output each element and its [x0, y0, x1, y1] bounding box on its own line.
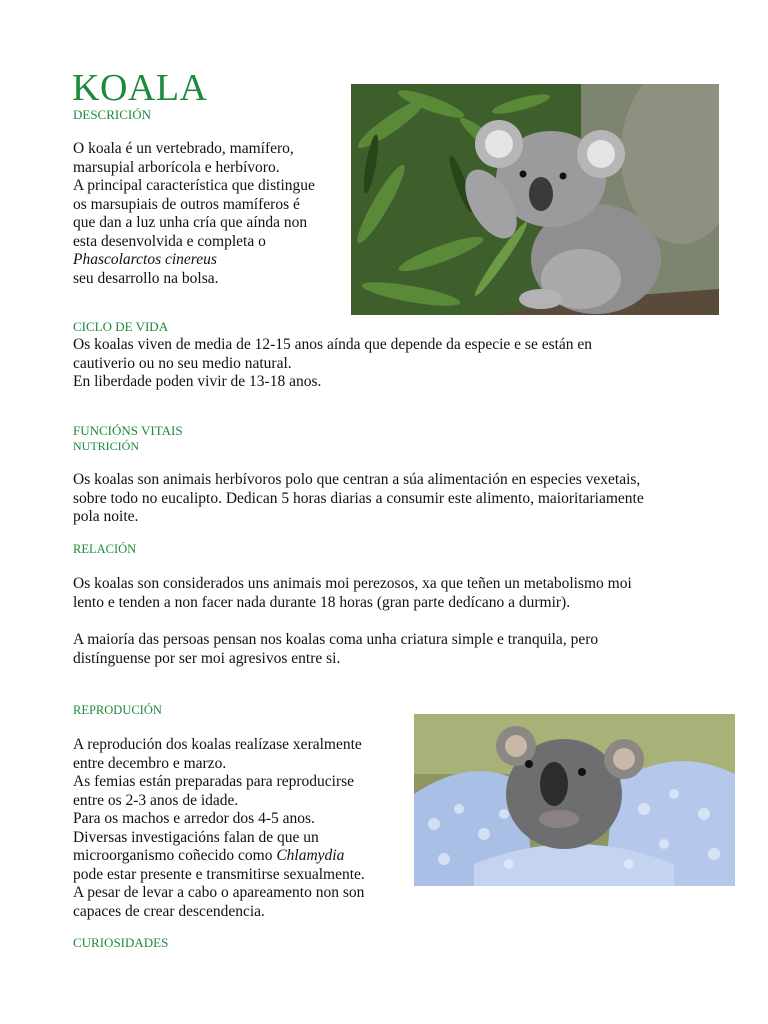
- section-heading-ciclo: CICLO DE VIDA: [73, 319, 169, 334]
- text-line: capaces de crear descendencia.: [73, 902, 265, 920]
- section-heading-funcions: FUNCIÓNS VITAIS: [73, 423, 183, 438]
- text-line: que dan a luz unha cría que aínda non: [73, 214, 308, 231]
- text-line: microorganismo coñecido como Chlamydia: [73, 847, 345, 864]
- subsection-heading-relacion: RELACIÓN: [73, 542, 137, 556]
- descricion-paragraph: [73, 140, 315, 288]
- text-line: lento e tenden a non facer nada durante 18 horas (gran parte dedícano a durmir).: [73, 593, 571, 611]
- text-line: entre decembro e marzo.: [73, 754, 227, 772]
- ciclo-paragraph: [73, 336, 592, 392]
- text-line: A maioría das persoas pensan nos koalas coma unha criatura simple e tranquila, pero: [73, 631, 599, 648]
- nutricion-paragraph: [73, 471, 644, 527]
- text-line: A reprodución dos koalas realízase xeralmente: [73, 736, 362, 753]
- text-line: pola noite.: [73, 508, 139, 525]
- text-line: En liberdade poden vivir de 13-18 anos.: [73, 373, 322, 390]
- section-heading-reproducion: REPRODUCIÓN: [73, 703, 162, 717]
- section-heading-curiosidades: CURIOSIDADES: [73, 935, 169, 950]
- text-line: esta desenvolvida e completa o: [73, 232, 266, 250]
- text-line: Os koalas son considerados uns animais moi perezosos, xa que teñen un metabolismo moi: [73, 575, 632, 592]
- text-line: Diversas investigacións falan de que un: [73, 828, 319, 846]
- text-line: A principal característica que distingue: [73, 177, 315, 194]
- koala-eating-photo: [351, 84, 719, 315]
- relacion-paragraph-1: [73, 575, 632, 612]
- text-line: As femias están preparadas para reproducirse: [73, 773, 355, 790]
- text-line: Para os machos e arredor dos 4-5 anos.: [73, 810, 315, 827]
- text-line: seu desarrollo na bolsa.: [73, 269, 219, 287]
- text-line: Os koalas viven de media de 12-15 anos aínda que depende da especie e se están en: [73, 336, 593, 353]
- text-line: O koala é un vertebrado, mamífero,: [73, 140, 294, 157]
- chlamydia-name: Chlamydia: [276, 847, 345, 864]
- text-line: A pesar de levar a cabo o apareamento non son: [73, 884, 365, 901]
- subsection-heading-nutricion: NUTRICIÓN: [73, 439, 139, 453]
- text-line: entre os 2-3 anos de idade.: [73, 791, 239, 809]
- text-line: pode estar presente e transmitirse sexualmente.: [73, 865, 365, 883]
- text-line: distínguense por ser moi agresivos entre si.: [73, 649, 341, 667]
- baby-koala-photo: [414, 714, 735, 886]
- text-line: Os koalas son animais herbívoros polo que centran a súa alimentación en especies vexetais,: [73, 471, 641, 488]
- page-title: KOALA: [72, 67, 208, 109]
- species-name: Phascolarctos cinereus: [73, 251, 217, 268]
- reproducion-paragraph: [73, 736, 365, 921]
- text-line: sobre todo no eucalipto. Dedican 5 horas diarias a consumir este alimento, maioritariamente: [73, 489, 644, 507]
- relacion-paragraph-2: [73, 631, 598, 668]
- text-line: marsupial arborícola e herbívoro.: [73, 158, 280, 176]
- text-line: os marsupiais de outros mamíferos é: [73, 195, 300, 213]
- section-heading-descricion: DESCRICIÓN: [73, 107, 152, 122]
- text-line: cautiverio ou no seu medio natural.: [73, 354, 292, 372]
